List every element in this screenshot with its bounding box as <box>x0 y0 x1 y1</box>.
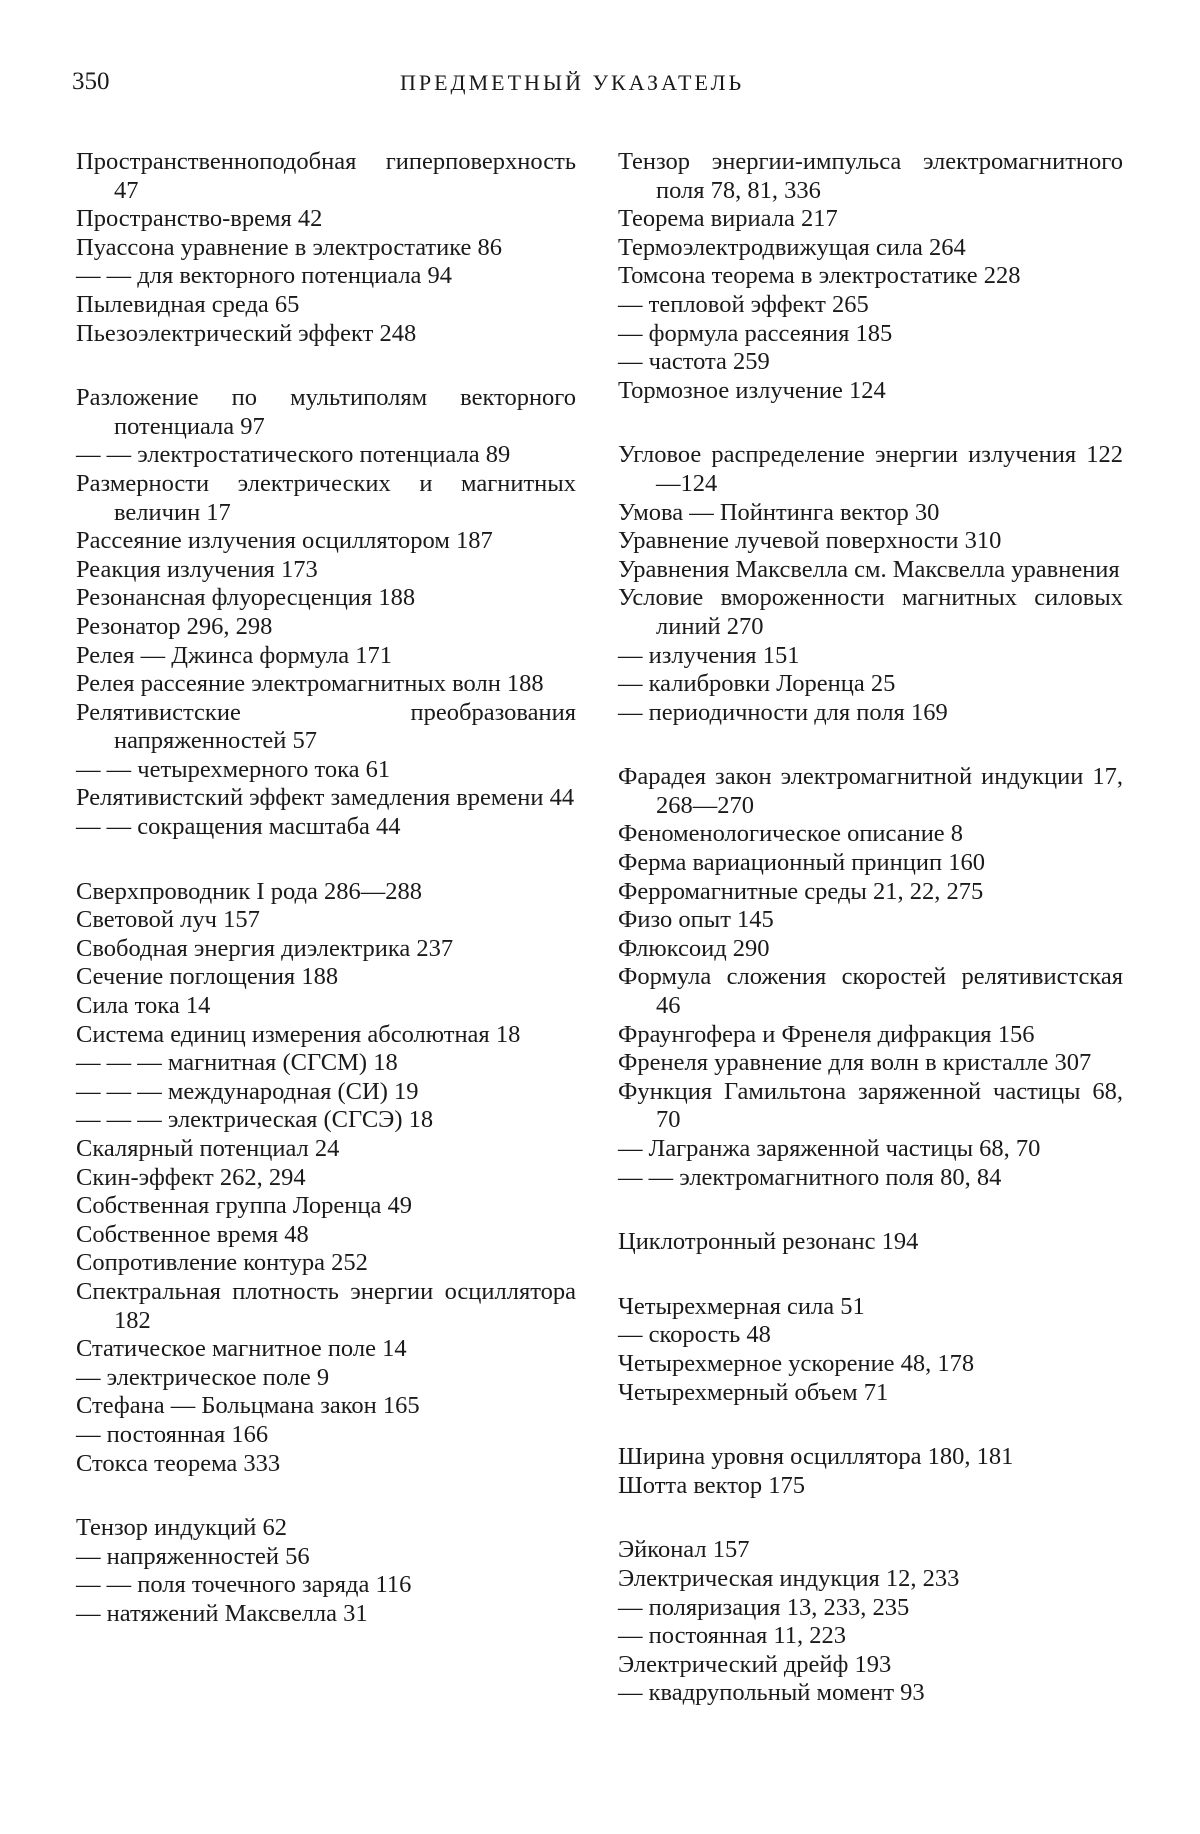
index-letter-section <box>76 384 576 842</box>
index-entry: Умова — Пойнтинга вектор 30 <box>618 498 940 526</box>
index-entry: Релея рассеяние электромагнитных волн 188 <box>76 670 544 698</box>
index-entry: Релятивистские преобразования напряженностей 57 <box>76 698 576 755</box>
index-entry: — калибровки Лоренца 25 <box>618 670 896 698</box>
page-header <box>0 68 1200 108</box>
index-entry: Сила тока 14 <box>76 992 211 1020</box>
index-letter-section <box>76 1514 576 1628</box>
index-entry: — напряженностей 56 <box>76 1542 310 1570</box>
index-entry: Ширина уровня осциллятора 180, 181 <box>618 1443 1014 1471</box>
index-entry: — — электромагнитного поля 80, 84 <box>618 1163 1002 1191</box>
index-entry: Физо опыт 145 <box>618 906 774 934</box>
index-entry: Феноменологическое описание 8 <box>618 820 964 848</box>
section-gap <box>618 1407 1123 1443</box>
index-entry: — — — электрическая (СГСЭ) 18 <box>76 1106 434 1134</box>
index-entry: — — — международная (СИ) 19 <box>76 1077 419 1105</box>
index-entry: Резонатор 296, 298 <box>76 612 273 640</box>
index-entry: — — поля точечного заряда 116 <box>76 1571 412 1599</box>
index-entry: Ферромагнитные среды 21, 22, 275 <box>618 877 984 905</box>
index-entry: Тормозное излучение 124 <box>618 376 886 404</box>
index-entry: Скалярный потенциал 24 <box>76 1135 340 1162</box>
section-gap <box>76 842 576 878</box>
section-gap <box>618 405 1123 441</box>
index-letter-section <box>618 1443 1123 1500</box>
index-letter-section <box>76 878 576 1478</box>
index-entry: — — четырехмерного тока 61 <box>76 755 391 783</box>
index-letter-section <box>618 441 1123 727</box>
page-number: 350 <box>72 68 110 95</box>
index-entry: — — — магнитная (СГСМ) 18 <box>76 1049 398 1077</box>
index-entry: — поляризация 13, 233, 235 <box>618 1593 910 1621</box>
index-letter-section <box>618 1536 1123 1708</box>
index-entry: Фраунгофера и Френеля дифракция 156 <box>618 1020 1035 1048</box>
index-entry: Спектральная плотность энергии осциллятора 182 <box>76 1277 576 1334</box>
index-entry: Угловое распределение энергии излучения 122—124 <box>618 441 1123 497</box>
index-entry: Стефана — Больцмана закон 165 <box>76 1392 420 1420</box>
index-entry: Пылевидная среда 65 <box>76 290 300 318</box>
section-gap <box>618 1500 1123 1536</box>
index-entry: Четырехмерное ускорение 48, 178 <box>618 1349 975 1377</box>
index-entry: Термоэлектродвижущая сила 264 <box>618 233 966 261</box>
index-entry: Четырехмерный объем 71 <box>618 1378 889 1406</box>
index-entry: — электрическое поле 9 <box>76 1363 330 1391</box>
index-entry: Разложение по мультиполям векторного потенциала 97 <box>76 384 576 440</box>
index-column-left <box>76 148 576 1629</box>
index-entry: Пуассона уравнение в электростатике 86 <box>76 233 503 261</box>
index-entry: — — для векторного потенциала 94 <box>76 262 453 290</box>
index-entry: Теорема вириала 217 <box>618 205 838 233</box>
index-entry: Четырехмерная сила 51 <box>618 1292 865 1320</box>
index-entry: Ферма вариационный принцип 160 <box>618 849 985 877</box>
index-entry: Скин-эффект 262, 294 <box>76 1163 306 1191</box>
index-entry: — формула рассеяния 185 <box>618 319 893 347</box>
index-entry: Условие вмороженности магнитных силовых линий 270 <box>618 584 1123 640</box>
index-column-right <box>618 148 1123 1708</box>
index-entry: — периодичности для поля 169 <box>618 698 948 726</box>
section-gap <box>76 1478 576 1514</box>
index-entry: Сверхпроводник I рода 286—288 <box>76 877 422 905</box>
index-entry: Электрическая индукция 12, 233 <box>618 1564 960 1592</box>
index-entry: Резонансная флуоресценция 188 <box>76 584 416 612</box>
index-entry: Релея — Джинса формула 171 <box>76 641 392 669</box>
index-entry: Реакция излучения 173 <box>76 555 318 583</box>
index-entry: Тензор энергии-импульса электромагнитного поля 78, 81, 336 <box>618 148 1123 204</box>
index-entry: Пространство-время 42 <box>76 205 323 233</box>
running-title: ПРЕДМЕТНЫЙ УКАЗАТЕЛЬ <box>400 70 745 95</box>
index-entry: Тензор индукций 62 <box>76 1514 287 1542</box>
index-entry: Электрический дрейф 193 <box>618 1650 892 1678</box>
index-entry: Функция Гамильтона заряженной частицы 68, 70 <box>618 1077 1123 1134</box>
index-letter-section <box>76 148 576 348</box>
index-entry: Статическое магнитное поле 14 <box>76 1335 407 1363</box>
index-entry: Собственное время 48 <box>76 1220 309 1248</box>
index-entry: Собственная группа Лоренца 49 <box>76 1192 412 1220</box>
index-entry: Циклотронный резонанс 194 <box>618 1228 919 1256</box>
index-letter-section <box>618 763 1123 1192</box>
index-entry: Система единиц измерения абсолютная 18 <box>76 1020 521 1048</box>
index-entry: Фарадея закон электромагнитной индукции 17, 268—270 <box>618 763 1123 819</box>
index-entry: Эйконал 157 <box>618 1536 750 1564</box>
index-letter-section <box>618 1228 1123 1257</box>
index-entry: — тепловой эффект 265 <box>618 290 869 318</box>
index-entry: — Лагранжа заряженной частицы 68, 70 <box>618 1135 1041 1162</box>
index-entry: — излучения 151 <box>618 641 800 669</box>
index-entry: Шотта вектор 175 <box>618 1471 805 1499</box>
index-entry: — постоянная 166 <box>76 1420 269 1448</box>
index-entry: Формула сложения скоростей релятивистская 46 <box>618 963 1123 1020</box>
index-entry: Сопротивление контура 252 <box>76 1249 368 1277</box>
index-entry: — скорость 48 <box>618 1321 771 1349</box>
index-letter-section <box>618 148 1123 405</box>
index-letter-section <box>618 1293 1123 1407</box>
section-gap <box>618 727 1123 763</box>
index-entry: — частота 259 <box>618 348 770 376</box>
index-entry: Пьезоэлектрический эффект 248 <box>76 319 417 347</box>
index-entry: — квадрупольный момент 93 <box>618 1679 925 1707</box>
index-entry: Уравнения Максвелла см. Максвелла уравнения <box>618 555 1120 583</box>
section-gap <box>618 1257 1123 1293</box>
index-entry: Томсона теорема в электростатике 228 <box>618 262 1021 290</box>
index-entry: Световой луч 157 <box>76 906 260 934</box>
index-entry: — натяжений Максвелла 31 <box>76 1599 368 1627</box>
index-entry: Уравнение лучевой поверхности 310 <box>618 527 1002 555</box>
index-entry: — постоянная 11, 223 <box>618 1622 846 1650</box>
index-entry: Сечение поглощения 188 <box>76 963 339 991</box>
index-entry: Свободная энергия диэлектрика 237 <box>76 934 454 962</box>
index-entry: Рассеяние излучения осциллятором 187 <box>76 527 493 555</box>
index-entry: Френеля уравнение для волн в кристалле 307 <box>618 1049 1092 1077</box>
section-gap <box>76 348 576 384</box>
index-entry: — — сокращения масштаба 44 <box>76 813 401 841</box>
index-entry: Стокса теорема 333 <box>76 1449 281 1477</box>
index-entry: Размерности электрических и магнитных величин 17 <box>76 469 576 526</box>
section-gap <box>618 1192 1123 1228</box>
index-entry: Релятивистский эффект замедления времени 44 <box>76 784 575 812</box>
index-entry: — — электростатического потенциала 89 <box>76 441 511 469</box>
index-entry: Флюксоид 290 <box>618 934 770 962</box>
index-entry: Пространственноподобная гиперповерхность 47 <box>76 148 576 204</box>
